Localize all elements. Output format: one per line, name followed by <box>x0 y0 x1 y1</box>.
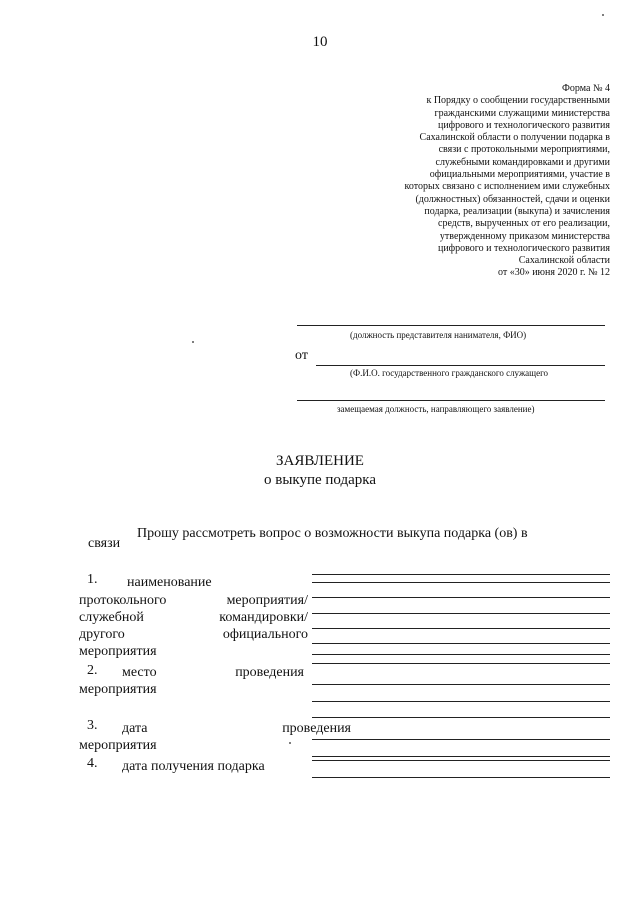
item-field-line <box>312 777 610 778</box>
document-title: ЗАЯВЛЕНИЕ <box>276 453 364 469</box>
label-word: проведения <box>282 721 351 736</box>
scan-speck <box>602 14 604 16</box>
label-word: командировки/ <box>219 610 308 625</box>
employee-field-line <box>316 365 605 366</box>
document-subtitle: о выкупе подарка <box>263 472 377 488</box>
item-label-line <box>79 626 308 643</box>
label-word: проведения <box>235 665 304 680</box>
item-number: 3. <box>87 718 98 733</box>
employer-field-line <box>297 325 605 326</box>
item-number: 2. <box>87 663 98 678</box>
item-field-line <box>312 628 610 629</box>
appendix-line: к Порядку о сообщении государственными <box>426 95 610 107</box>
item-label-line: мероприятия <box>79 738 157 753</box>
appendix-line: средств, вырученных от его реализации, <box>438 218 610 230</box>
label-word: другого <box>79 627 125 642</box>
item-field-line <box>312 760 610 761</box>
request-text-line2: связи <box>88 536 121 551</box>
page-number: 10 <box>312 34 328 50</box>
label-word: место <box>122 665 157 680</box>
employer-caption: (должность представителя нанимателя, ФИО) <box>350 330 527 340</box>
position-field-line <box>297 400 605 401</box>
item-field-line <box>312 582 610 583</box>
item-label-line: наименование <box>127 575 212 590</box>
request-text-line1: Прошу рассмотреть вопрос о возможности выкупа подарка (ов) в <box>137 526 528 541</box>
item-number: 1. <box>87 572 98 587</box>
scan-speck <box>192 341 194 343</box>
appendix-line: цифрового и технологического развития <box>437 242 610 254</box>
position-caption: замещаемая должность, направляющего заявление) <box>337 404 535 414</box>
item-number: 4. <box>87 756 98 771</box>
item-label-line <box>122 720 351 737</box>
appendix-note <box>350 83 610 280</box>
appendix-line: цифрового и технологического развития <box>437 119 610 131</box>
item-field-line <box>312 643 610 644</box>
appendix-line: Сахалинской области <box>518 255 610 267</box>
label-word: дата <box>122 721 148 736</box>
appendix-line: подарка, реализации (выкупа) и зачисления <box>424 205 610 217</box>
appendix-line: Сахалинской области о получении подарка в <box>419 132 610 144</box>
appendix-line: которых связано с исполнением ими служебных <box>404 181 610 193</box>
employee-caption: (Ф.И.О. государственного гражданского служащего <box>350 368 549 378</box>
appendix-line: Форма № 4 <box>562 83 610 94</box>
appendix-line: связи с протокольными мероприятиями, <box>438 144 610 156</box>
appendix-line: (должностных) обязанностей, сдачи и оценки <box>415 193 610 205</box>
label-word: служебной <box>79 610 144 625</box>
item-field-line <box>312 574 610 575</box>
label-word: протокольного <box>79 593 167 608</box>
item-label-line <box>122 664 304 681</box>
scan-speck <box>289 742 291 744</box>
from-label: от <box>295 348 308 363</box>
item-field-line <box>312 739 610 740</box>
item-field-line <box>312 684 610 685</box>
item-field-line <box>312 756 610 757</box>
item-field-line <box>312 613 610 614</box>
appendix-line: от «30» июня 2020 г. № 12 <box>497 267 610 279</box>
appendix-line: официальными мероприятиями, участие в <box>429 169 610 181</box>
item-label-line: дата получения подарка <box>122 759 265 774</box>
item-label-line <box>79 592 308 609</box>
appendix-line: гражданскими служащими министерства <box>434 107 610 119</box>
item-label-line: мероприятия <box>79 682 157 697</box>
label-word: официального <box>222 627 308 642</box>
label-word: мероприятия/ <box>226 593 308 608</box>
item-field-line <box>312 597 610 598</box>
item-label-line: мероприятия <box>79 644 157 659</box>
item-field-line <box>312 717 610 718</box>
item-field-line <box>312 663 610 664</box>
appendix-line: утвержденному приказом министерства <box>439 230 610 242</box>
item-label-line <box>79 609 308 626</box>
appendix-line: служебными командировками и другими <box>435 156 610 168</box>
item-field-line <box>312 654 610 655</box>
item-field-line <box>312 701 610 702</box>
